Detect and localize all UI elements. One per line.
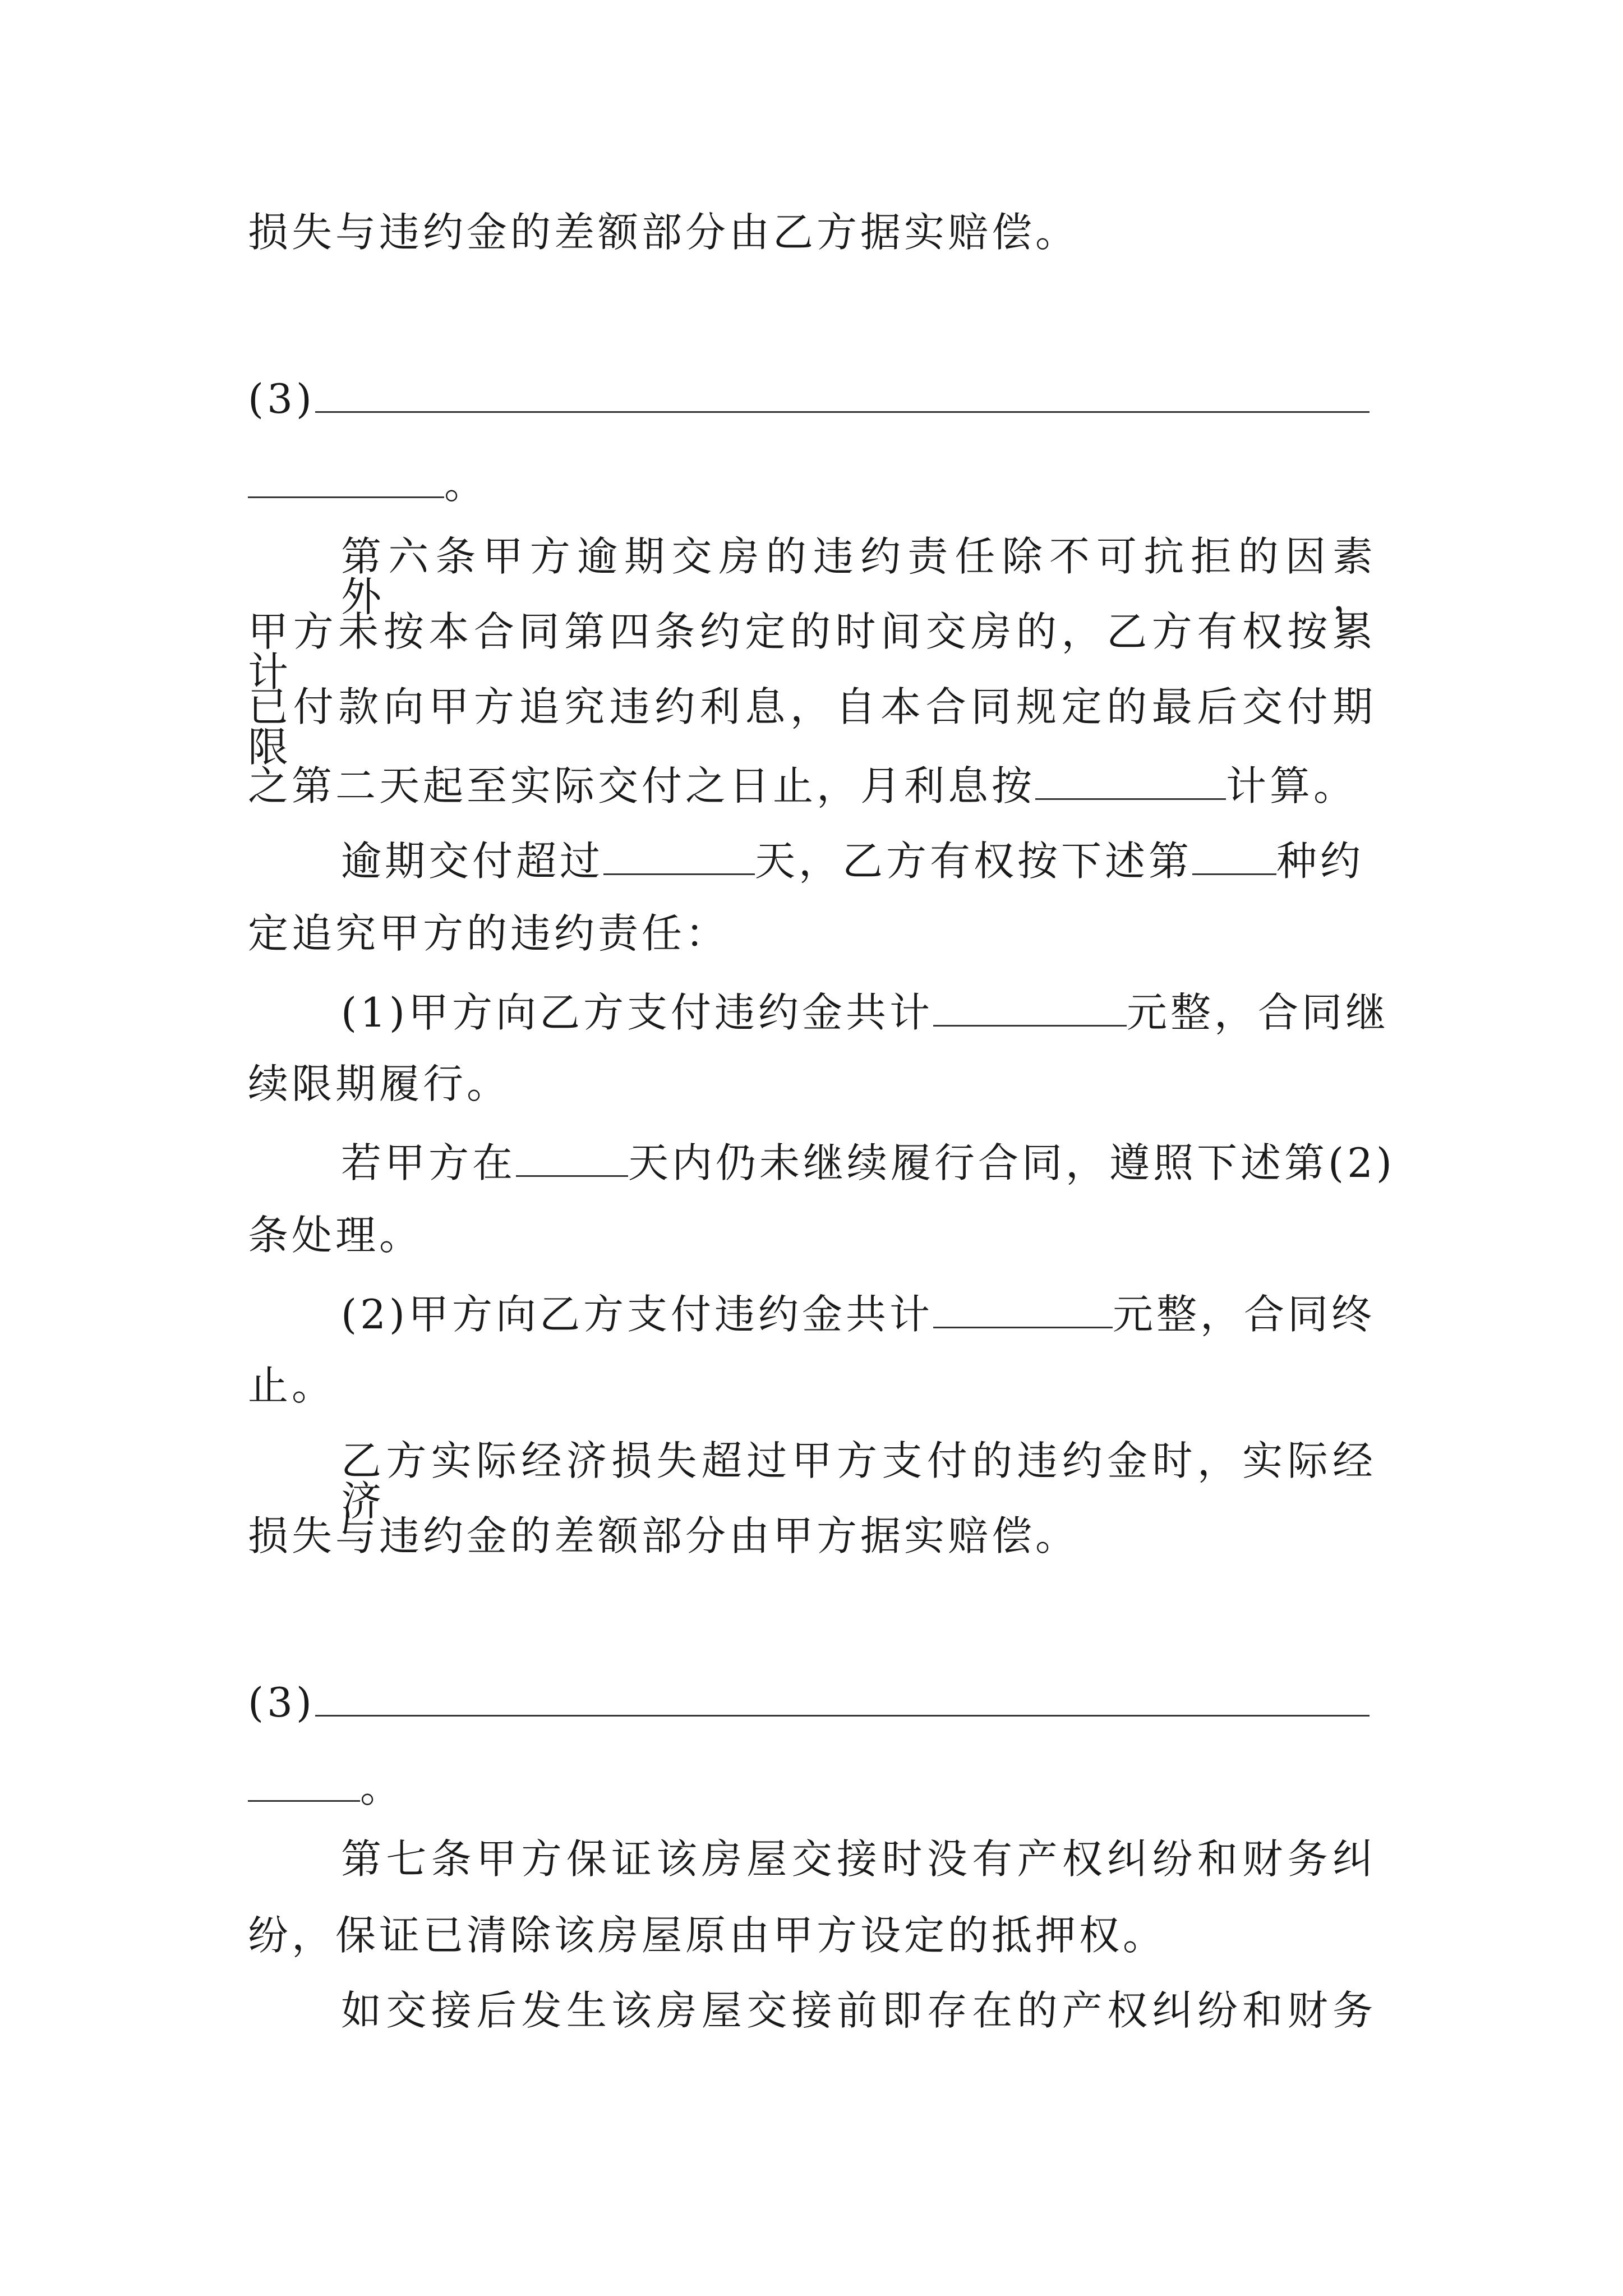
text-line: 续限期履行。	[248, 1060, 511, 1107]
text-line: 。	[248, 1764, 404, 1808]
fill-in-blank	[603, 837, 755, 875]
text-line: 如交接后发生该房屋交接前即存在的产权纠纷和财务	[341, 1987, 1376, 2034]
text-line: 条处理。	[248, 1212, 423, 1259]
text-line: 损失与违约金的差额部分由乙方据实赔偿。	[248, 209, 1080, 256]
text-line: 定追究甲方的违约责任：	[248, 910, 730, 957]
text-line: (3)	[248, 1678, 1370, 1723]
text-line: 止。	[248, 1362, 336, 1409]
text-line: 若甲方在 天内仍未继续履行合同，遵照下述第(2)	[341, 1139, 1396, 1186]
text-line: 逾期交付超过 天，乙方有权按下述第 种约	[341, 837, 1364, 885]
fill-in-blank	[315, 1678, 1370, 1717]
text-line: 第六条甲方逾期交房的违约责任除不可抗拒的因素外，	[341, 533, 1376, 620]
fill-in-blank	[516, 1139, 628, 1177]
fill-in-blank	[248, 1764, 360, 1802]
text-line: 之第二天起至实际交付之日止，月利息按 计算。	[248, 762, 1358, 809]
text-line: 第七条甲方保证该房屋交接时没有产权纠纷和财务纠	[341, 1835, 1376, 1883]
fill-in-blank	[1035, 762, 1226, 800]
text-line: 已付款向甲方追究违约利息，自本合同规定的最后交付期限	[248, 683, 1376, 771]
text-line: (1)甲方向乙方支付违约金共计 元整，合同继	[341, 988, 1390, 1036]
fill-in-blank	[1192, 837, 1276, 875]
text-line: 乙方实际经济损失超过甲方支付的违约金时，实际经济	[341, 1437, 1376, 1525]
fill-in-blank	[933, 988, 1127, 1027]
text-line: 。	[248, 460, 488, 504]
text-line: 纷，保证已清除该房屋原由甲方设定的抵押权。	[248, 1912, 1167, 1959]
fill-in-blank	[933, 1290, 1113, 1328]
fill-in-blank	[315, 375, 1370, 413]
text-line: 损失与违约金的差额部分由甲方据实赔偿。	[248, 1512, 1080, 1559]
text-line: (2)甲方向乙方支付违约金共计 元整，合同终	[341, 1290, 1376, 1338]
text-line: 甲方未按本合同第四条约定的时间交房的，乙方有权按累计	[248, 608, 1376, 696]
text-line: (3)	[248, 375, 1370, 419]
fill-in-blank	[248, 460, 444, 498]
